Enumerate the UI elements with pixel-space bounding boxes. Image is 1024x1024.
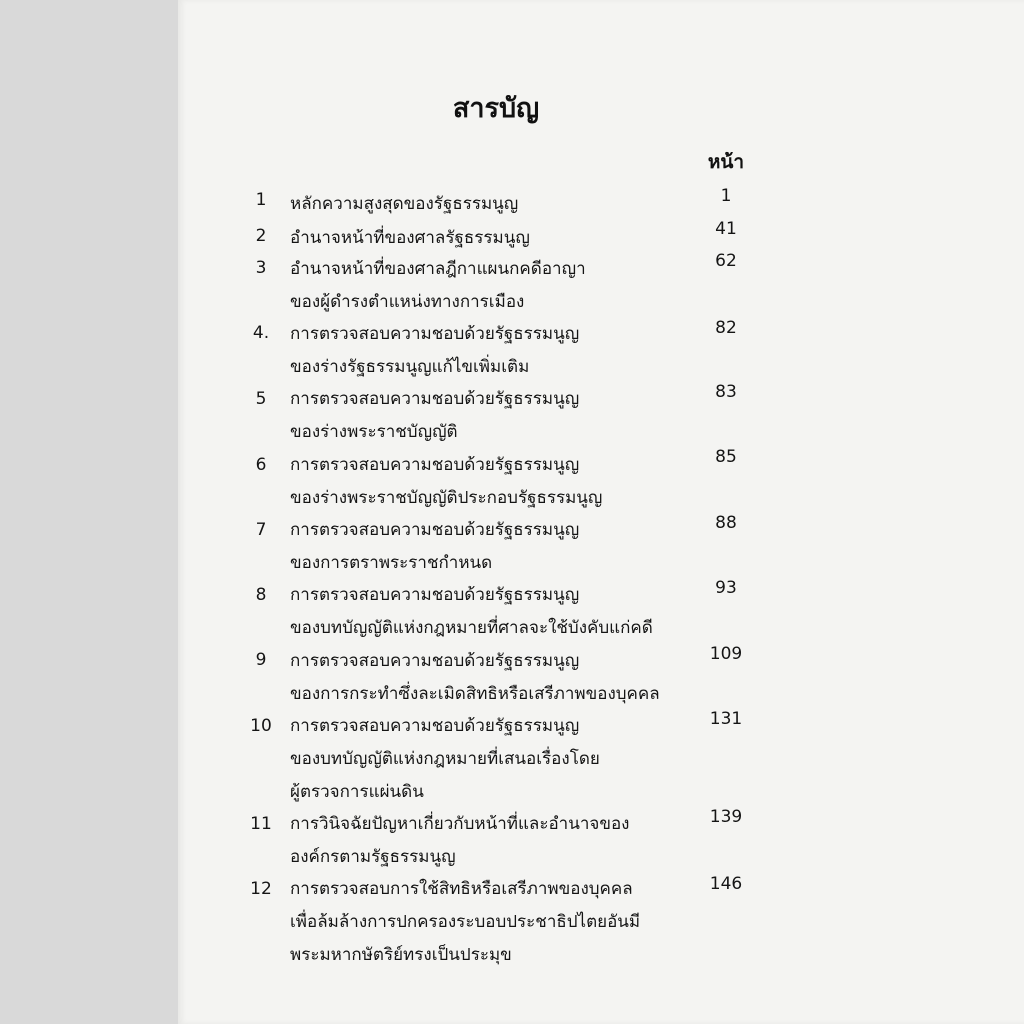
entry-title-line: เพื่อล้มล้างการปกครองระบอบประชาธิปไตยอันมี [290, 912, 641, 932]
entry-title-line: ของร่างพระราชบัญญัติ [290, 422, 458, 442]
entry-page-number: 83 [715, 382, 737, 402]
entry-number: 12 [250, 879, 272, 899]
entry-number: 5 [255, 389, 267, 409]
entry-title-line: การตรวจสอบความชอบด้วยรัฐธรรมนูญ [290, 389, 580, 409]
entry-page-number: 109 [709, 644, 743, 664]
entry-number: 3 [255, 258, 267, 278]
entry-title-line: การตรวจสอบความชอบด้วยรัฐธรรมนูญ [290, 716, 580, 736]
entry-title-line: ผู้ตรวจการแผ่นดิน [290, 782, 424, 802]
entry-page-number: 146 [709, 874, 743, 894]
page-title: สารบัญ [452, 93, 540, 124]
entry-title-line: การตรวจสอบความชอบด้วยรัฐธรรมนูญ [290, 324, 580, 344]
entry-number: 7 [255, 520, 267, 540]
entry-title-line: ของการกระทำซึ่งละเมิดสิทธิหรือเสรีภาพของบุคคล [290, 684, 660, 704]
entry-page-number: 41 [715, 219, 737, 239]
entry-title-line: อำนาจหน้าที่ของศาลรัฐธรรมนูญ [290, 228, 530, 248]
entry-title-line: การตรวจสอบความชอบด้วยรัฐธรรมนูญ [290, 651, 580, 671]
entry-page-number: 82 [715, 318, 737, 338]
entry-title-line: การวินิจฉัยปัญหาเกี่ยวกับหน้าที่และอำนาจของ [290, 814, 630, 834]
entry-page-number: 85 [715, 447, 737, 467]
entry-title-line: ของบทบัญญัติแห่งกฎหมายที่เสนอเรื่องโดย [290, 749, 600, 769]
entry-number: 8 [255, 585, 267, 605]
entry-page-number: 139 [709, 807, 743, 827]
entry-title-line: การตรวจสอบความชอบด้วยรัฐธรรมนูญ [290, 520, 580, 540]
entry-page-number: 88 [715, 513, 737, 533]
entry-title-line: หลักความสูงสุดของรัฐธรรมนูญ [290, 194, 519, 214]
entry-title-line: การตรวจสอบการใช้สิทธิหรือเสรีภาพของบุคคล [290, 879, 633, 899]
entry-number: 6 [255, 455, 267, 475]
entry-title-line: การตรวจสอบความชอบด้วยรัฐธรรมนูญ [290, 585, 580, 605]
entry-number: 11 [250, 814, 272, 834]
entry-title-line: การตรวจสอบความชอบด้วยรัฐธรรมนูญ [290, 455, 580, 475]
entry-page-number: 1 [720, 186, 732, 206]
entry-page-number: 93 [715, 578, 737, 598]
entry-number: 10 [250, 716, 272, 736]
entry-title-line: ของร่างรัฐธรรมนูญแก้ไขเพิ่มเติม [290, 357, 530, 377]
entry-page-number: 131 [709, 709, 743, 729]
page-column-label: หน้า [707, 151, 745, 173]
entry-title-line: พระมหากษัตริย์ทรงเป็นประมุข [290, 945, 512, 965]
entry-title-line: องค์กรตามรัฐธรรมนูญ [290, 847, 456, 867]
entry-title-line: อำนาจหน้าที่ของศาลฎีกาแผนกคดีอาญา [290, 259, 586, 279]
entry-number: 2 [255, 226, 267, 246]
entry-number: 1 [255, 190, 267, 210]
entry-title-line: ของการตราพระราชกำหนด [290, 553, 493, 573]
entry-number: 4. [252, 323, 270, 343]
entry-title-line: ของร่างพระราชบัญญัติประกอบรัฐธรรมนูญ [290, 488, 603, 508]
entry-title-line: ของบทบัญญัติแห่งกฎหมายที่ศาลจะใช้บังคับแก่คดี [290, 618, 653, 638]
entry-number: 9 [255, 650, 267, 670]
entry-page-number: 62 [715, 251, 737, 271]
entry-title-line: ของผู้ดำรงตำแหน่งทางการเมือง [290, 292, 525, 312]
